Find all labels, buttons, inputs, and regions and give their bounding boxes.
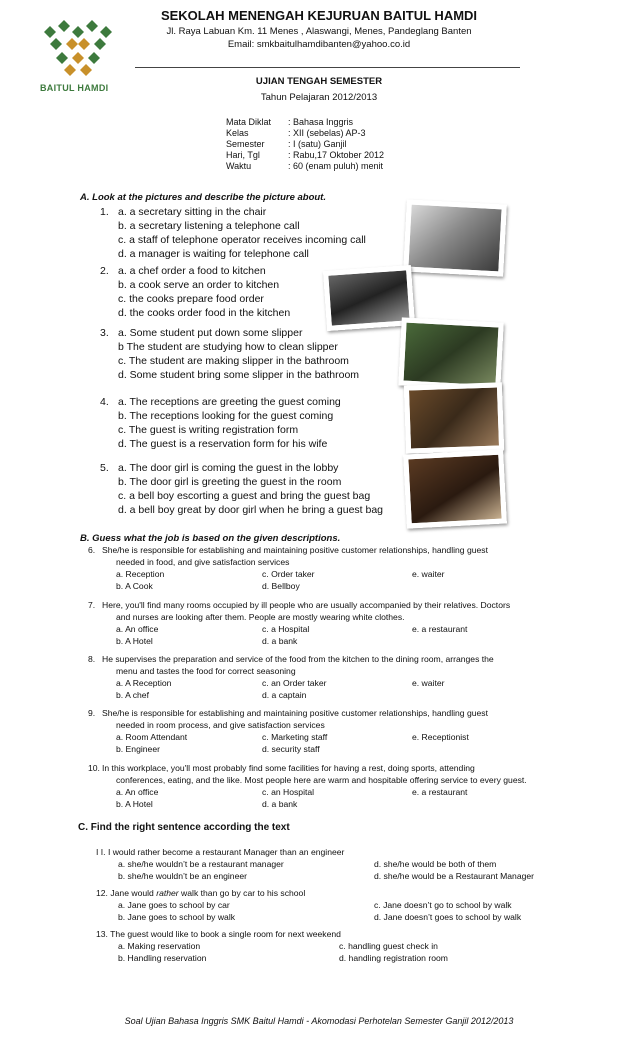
question-12 <box>96 887 576 923</box>
option-d: d. Bellboy <box>262 581 300 591</box>
question-7 <box>88 599 562 647</box>
meta-key: Waktu <box>226 161 252 171</box>
question-6 <box>88 544 562 592</box>
photo-secretary <box>403 199 507 276</box>
option-a: a. a chef order a food to kitchen <box>118 265 266 277</box>
option-e: e. a restaurant <box>412 787 468 797</box>
photo-students <box>398 317 503 390</box>
question-text-cont: menu and tastes the food for correct seasoning <box>116 666 296 676</box>
meta-row <box>226 139 384 150</box>
option-b: b. a cook serve an order to kitchen <box>118 279 280 291</box>
question-text: I I. I would rather become a restaurant Manager than an engineer <box>96 847 345 857</box>
question-text-cont: and nurses are looking after them. People are mostly wearing white clothes. <box>116 612 405 622</box>
options-row <box>102 623 562 635</box>
exam-title: UJIAN TENGAH SEMESTER <box>255 76 383 87</box>
meta-key: Semester <box>226 139 265 149</box>
question-number: 10. <box>88 763 100 773</box>
question-number: 5. <box>100 462 109 474</box>
question-number: 9. <box>88 708 96 718</box>
options-row <box>96 858 576 870</box>
school-year: Tahun Pelajaran 2012/2013 <box>260 92 378 103</box>
option-c: d. she/he would be both of them <box>374 859 497 869</box>
option-d: d. a manager is waiting for telephone call <box>118 248 309 260</box>
option-a: a. The door girl is coming the guest in the lobby <box>118 462 339 474</box>
question-text: He supervises the preparation and service of the food from the kitchen to the dining room, arranges the <box>102 654 494 664</box>
question-text-cont: needed in food, and give satisfaction services <box>116 557 290 567</box>
question-5 <box>100 461 400 517</box>
question-text-cont: conferences, eating, and the like. Most people here are warm and hospitable offering service to every guest. <box>116 775 527 785</box>
question-text: 13. The guest would like to book a single room for next weekend <box>96 929 341 939</box>
question-text <box>96 887 576 899</box>
option-d: d. a captain <box>262 690 307 700</box>
option-c: c. a bell boy escorting a guest and bring the guest bag <box>118 490 371 502</box>
options-row <box>102 786 562 798</box>
option-a: a. A Reception <box>116 678 172 688</box>
question-13 <box>96 928 576 964</box>
option-d: d. handling registration room <box>339 953 448 963</box>
question-3 <box>100 326 400 382</box>
option-b: b. Jane goes to school by walk <box>118 912 236 922</box>
option-b: b. The receptions looking for the guest coming <box>118 410 334 422</box>
options-row <box>102 689 562 701</box>
option-c: c. The guest is writing registration form <box>118 424 299 436</box>
meta-value: : Rabu,17 Oktober 2012 <box>288 150 385 160</box>
header-divider <box>135 67 520 68</box>
option-d: d. a bank <box>262 799 298 809</box>
option-c: c. The student are making slipper in the bathroom <box>118 355 349 367</box>
meta-key: Hari, Tgl <box>226 150 260 160</box>
option-d: d. Jane doesn’t goes to school by walk <box>374 912 522 922</box>
question-1 <box>100 205 400 261</box>
options-row <box>102 677 562 689</box>
options-row <box>102 568 562 580</box>
options-row <box>96 940 576 952</box>
options-row <box>96 952 576 964</box>
option-c: c. Marketing staff <box>262 732 328 742</box>
meta-value: : Bahasa Inggris <box>288 117 354 127</box>
option-c: c. a Hospital <box>262 624 310 634</box>
option-d: d. a bank <box>262 636 298 646</box>
question-text: She/he is responsible for establishing and maintaining positive customer relationships, handling guest <box>102 545 488 555</box>
question-number: 7. <box>88 600 96 610</box>
option-d: d. Some student bring some slipper in the bathroom <box>118 369 360 381</box>
options-row <box>102 731 562 743</box>
option-b: b. The door girl is greeting the guest in the room <box>118 476 342 488</box>
option-b: b. A Hotel <box>116 799 153 809</box>
option-c: c. the cooks prepare food order <box>118 293 264 305</box>
question-9 <box>88 707 562 755</box>
school-address: Jl. Raya Labuan Km. 11 Menes , Alaswangi, Menes, Pandeglang Banten <box>166 26 472 37</box>
meta-row <box>226 161 384 172</box>
section-c-title: C. Find the right sentence according the text <box>78 822 290 833</box>
exam-meta-table <box>226 117 384 172</box>
question-stem-end: walk than go by car to his school <box>178 888 306 898</box>
options-row <box>102 635 562 647</box>
page-footer: Soal Ujian Bahasa Inggris SMK Baitul Hamdi - Akomodasi Perhotelan Semester Ganjil 2012/2013 <box>124 1016 514 1026</box>
option-b: b. Handling reservation <box>118 953 207 963</box>
option-b: b. a secretary listening a telephone call <box>118 220 300 232</box>
question-number: 8. <box>88 654 96 664</box>
options-row <box>96 870 576 882</box>
photo-lobby <box>403 449 507 528</box>
school-email: Email: smkbaitulhamdibanten@yahoo.co.id <box>227 39 411 50</box>
options-row <box>102 580 562 592</box>
question-number: 3. <box>100 327 109 339</box>
option-b: b. she/he wouldn’t be an engineer <box>118 871 248 881</box>
school-name: SEKOLAH MENENGAH KEJURUAN BAITUL HAMDI <box>160 8 478 23</box>
photo-reception <box>404 382 504 453</box>
question-8 <box>88 653 562 701</box>
option-a: a. Room Attendant <box>116 732 188 742</box>
options-row <box>102 798 562 810</box>
option-d: d. The guest is a reservation form for his wife <box>118 438 328 450</box>
option-c: c. Order taker <box>262 569 315 579</box>
question-number: 2. <box>100 265 109 277</box>
question-number: 1. <box>100 206 109 218</box>
option-a: a. Some student put down some slipper <box>118 327 303 339</box>
logo-text: BAITUL HAMDI <box>40 83 109 93</box>
option-d: d. a bell boy great by door girl when he bring a guest bag <box>118 504 384 516</box>
option-a: a. Jane goes to school by car <box>118 900 230 910</box>
meta-row <box>226 128 384 139</box>
question-4 <box>100 395 400 451</box>
options-row <box>96 899 576 911</box>
option-b: b. A Hotel <box>116 636 153 646</box>
option-c: c. Jane doesn’t go to school by walk <box>374 900 512 910</box>
option-e: e. waiter <box>412 678 445 688</box>
option-d: d. the cooks order food in the kitchen <box>118 307 291 319</box>
question-stem-start: 12. Jane would <box>96 888 157 898</box>
question-text-cont: needed in room process, and give satisfaction services <box>116 720 325 730</box>
question-text: In this workplace, you'll most probably find some facilities for having a rest, doing sports, attending <box>102 763 475 773</box>
option-a: a. Making reservation <box>118 941 201 951</box>
option-b: b The student are studying how to clean slipper <box>118 341 338 353</box>
question-number: 6. <box>88 545 96 555</box>
meta-value: : XII (sebelas) AP-3 <box>288 128 366 138</box>
options-row <box>102 743 562 755</box>
option-d: d. security staff <box>262 744 320 754</box>
option-e: e. Receptionist <box>412 732 469 742</box>
option-a: a. The receptions are greeting the guest coming <box>118 396 341 408</box>
question-11 <box>96 846 576 882</box>
option-a: a. she/he wouldn’t be a restaurant manager <box>118 859 284 869</box>
option-b: b. Engineer <box>116 744 160 754</box>
option-c: c. handling guest check in <box>339 941 438 951</box>
option-a: a. a secretary sitting in the chair <box>118 206 267 218</box>
meta-key: Kelas <box>226 128 249 138</box>
options-row <box>96 911 576 923</box>
question-text: Here, you'll find many rooms occupied by ill people who are usually accompanied by their relatives. Doctors <box>102 600 511 610</box>
meta-row <box>226 150 384 161</box>
option-c: c. a staff of telephone operator receives incoming call <box>118 234 366 246</box>
question-stem-emphasis: rather <box>156 888 179 898</box>
option-a: a. An office <box>116 787 159 797</box>
question-10 <box>88 762 562 810</box>
question-text: She/he is responsible for establishing and maintaining positive customer relationships, handling guest <box>102 708 488 718</box>
option-a: a. Reception <box>116 569 165 579</box>
meta-row <box>226 117 384 128</box>
option-e: e. a restaurant <box>412 624 468 634</box>
option-b: b. A Cook <box>116 581 153 591</box>
option-b: b. A chef <box>116 690 149 700</box>
option-a: a. An office <box>116 624 159 634</box>
option-d: d. she/he would be a Restaurant Manager <box>374 871 535 881</box>
meta-key: Mata Diklat <box>226 117 272 127</box>
option-c: c. an Order taker <box>262 678 327 688</box>
section-a-title: A. Look at the pictures and describe the picture about. <box>80 192 326 203</box>
section-b-title: B. Guess what the job is based on the given descriptions. <box>80 533 341 544</box>
option-e: e. waiter <box>412 569 445 579</box>
option-c: c. an Hospital <box>262 787 315 797</box>
meta-value: : 60 (enam puluh) menit <box>288 161 384 171</box>
meta-value: : I (satu) Ganjil <box>288 139 347 149</box>
question-number: 4. <box>100 396 109 408</box>
